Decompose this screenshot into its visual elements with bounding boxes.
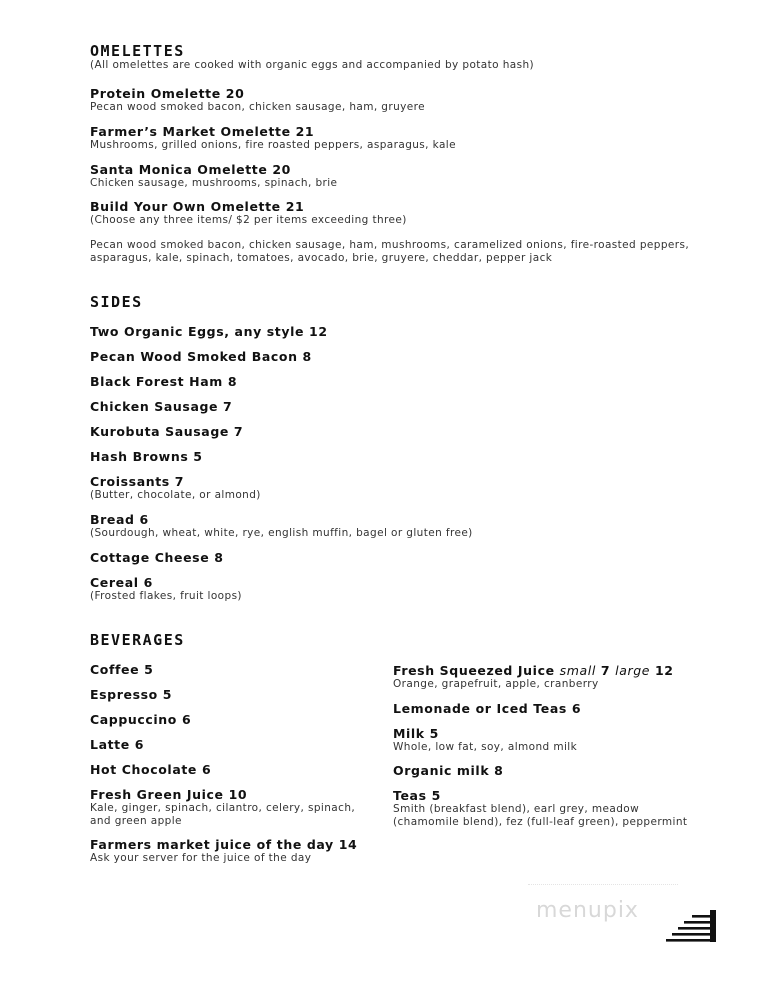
item-name: Farmer’s Market Omelette 21 bbox=[90, 124, 315, 139]
omelette-options-line-2: asparagus, kale, spinach, tomatoes, avocado, brie, gruyere, cheddar, pepper jack bbox=[90, 252, 553, 264]
juice-small-label: small bbox=[559, 663, 596, 678]
item-name: Fresh Green Juice 10 bbox=[90, 787, 248, 802]
item-description: (chamomile blend), fez (full-leaf green), peppermint bbox=[393, 816, 688, 828]
item-description: Chicken sausage, mushrooms, spinach, brie bbox=[90, 177, 338, 189]
menu-item-fresh-green-juice bbox=[90, 787, 355, 828]
item-name: Bread 6 bbox=[90, 512, 149, 527]
juice-name: Fresh Squeezed Juice bbox=[393, 663, 555, 678]
menu-item-bread bbox=[90, 512, 473, 540]
item-name: Black Forest Ham 8 bbox=[90, 374, 238, 389]
menu-item-pecan-wood-bacon bbox=[90, 349, 312, 364]
juice-large-label: large bbox=[615, 663, 651, 678]
item-name: Lemonade or Iced Teas 6 bbox=[393, 701, 582, 716]
item-name: Cereal 6 bbox=[90, 575, 153, 590]
item-name: Latte 6 bbox=[90, 737, 145, 752]
item-name: Protein Omelette 20 bbox=[90, 86, 245, 101]
omelette-options-line-1: Pecan wood smoked bacon, chicken sausage, ham, mushrooms, caramelized onions, fire-roasted peppers, bbox=[90, 239, 690, 251]
menu-item-two-organic-eggs bbox=[90, 324, 328, 339]
item-name: Santa Monica Omelette 20 bbox=[90, 162, 291, 177]
watermark-divider bbox=[528, 884, 678, 889]
item-description: Whole, low fat, soy, almond milk bbox=[393, 741, 578, 753]
item-name: Cottage Cheese 8 bbox=[90, 550, 224, 565]
menu-item-milk bbox=[393, 726, 577, 754]
item-name: Croissants 7 bbox=[90, 474, 185, 489]
item-name: Pecan Wood Smoked Bacon 8 bbox=[90, 349, 312, 364]
menu-item-chicken-sausage bbox=[90, 399, 232, 414]
item-name: Two Organic Eggs, any style 12 bbox=[90, 324, 328, 339]
item-name: Organic milk 8 bbox=[393, 763, 504, 778]
restaurant-logo-icon bbox=[664, 908, 720, 944]
menu-item-hot-chocolate bbox=[90, 762, 211, 777]
menu-item-lemonade-iced-teas bbox=[393, 701, 581, 716]
item-description: (Frosted flakes, fruit loops) bbox=[90, 590, 242, 602]
juice-small-price: 7 bbox=[600, 663, 611, 678]
item-name: Teas 5 bbox=[393, 788, 441, 803]
menu-item-build-your-own-omelette bbox=[90, 199, 407, 227]
item-name: Kurobuta Sausage 7 bbox=[90, 424, 244, 439]
item-description: (Sourdough, wheat, white, rye, english muffin, bagel or gluten free) bbox=[90, 527, 473, 539]
menu-item-latte bbox=[90, 737, 144, 752]
menu-item-coffee bbox=[90, 662, 153, 677]
item-description: (Butter, chocolate, or almond) bbox=[90, 489, 261, 501]
menu-item-protein-omelette bbox=[90, 86, 425, 114]
juice-large-price: 12 bbox=[654, 663, 674, 678]
menu-item-black-forest-ham bbox=[90, 374, 237, 389]
item-name: Cappuccino 6 bbox=[90, 712, 192, 727]
menu-item-organic-milk bbox=[393, 763, 503, 778]
menu-item-cottage-cheese bbox=[90, 550, 224, 565]
item-name: Coffee 5 bbox=[90, 662, 154, 677]
menu-item-cereal bbox=[90, 575, 242, 603]
menu-item-santa-monica-omelette bbox=[90, 162, 337, 190]
item-description: Ask your server for the juice of the day bbox=[90, 852, 312, 864]
menu-item-kurobuta-sausage bbox=[90, 424, 243, 439]
beverages-title: BEVERAGES bbox=[90, 631, 185, 649]
item-name: Hot Chocolate 6 bbox=[90, 762, 212, 777]
item-description: Orange, grapefruit, apple, cranberry bbox=[393, 678, 599, 690]
menu-item-fresh-squeezed-juice bbox=[393, 663, 674, 691]
menu-item-farmers-market-juice bbox=[90, 837, 357, 865]
item-description: Mushrooms, grilled onions, fire roasted peppers, asparagus, kale bbox=[90, 139, 456, 151]
item-description: Pecan wood smoked bacon, chicken sausage, ham, gruyere bbox=[90, 101, 425, 113]
menu-item-farmers-market-omelette bbox=[90, 124, 456, 152]
watermark-text: menupix bbox=[536, 898, 639, 923]
omelettes-title: OMELETTES bbox=[90, 42, 185, 60]
omelettes-note: (All omelettes are cooked with organic eggs and accompanied by potato hash) bbox=[90, 59, 535, 71]
menu-item-teas bbox=[393, 788, 687, 829]
item-name: Build Your Own Omelette 21 bbox=[90, 199, 305, 214]
item-description: Kale, ginger, spinach, cilantro, celery, spinach, bbox=[90, 802, 356, 814]
item-description: Smith (breakfast blend), earl grey, meadow bbox=[393, 803, 640, 815]
menu-item-cappuccino bbox=[90, 712, 191, 727]
item-description: and green apple bbox=[90, 815, 182, 827]
sides-title: SIDES bbox=[90, 293, 143, 311]
item-name: Hash Browns 5 bbox=[90, 449, 203, 464]
item-name: Chicken Sausage 7 bbox=[90, 399, 233, 414]
item-name: Farmers market juice of the day 14 bbox=[90, 837, 358, 852]
menu-item-espresso bbox=[90, 687, 172, 702]
item-name bbox=[393, 663, 674, 678]
menu-item-croissants bbox=[90, 474, 261, 502]
item-description: (Choose any three items/ $2 per items exceeding three) bbox=[90, 214, 407, 226]
menu-item-hash-browns bbox=[90, 449, 203, 464]
item-name: Espresso 5 bbox=[90, 687, 173, 702]
item-name: Milk 5 bbox=[393, 726, 439, 741]
